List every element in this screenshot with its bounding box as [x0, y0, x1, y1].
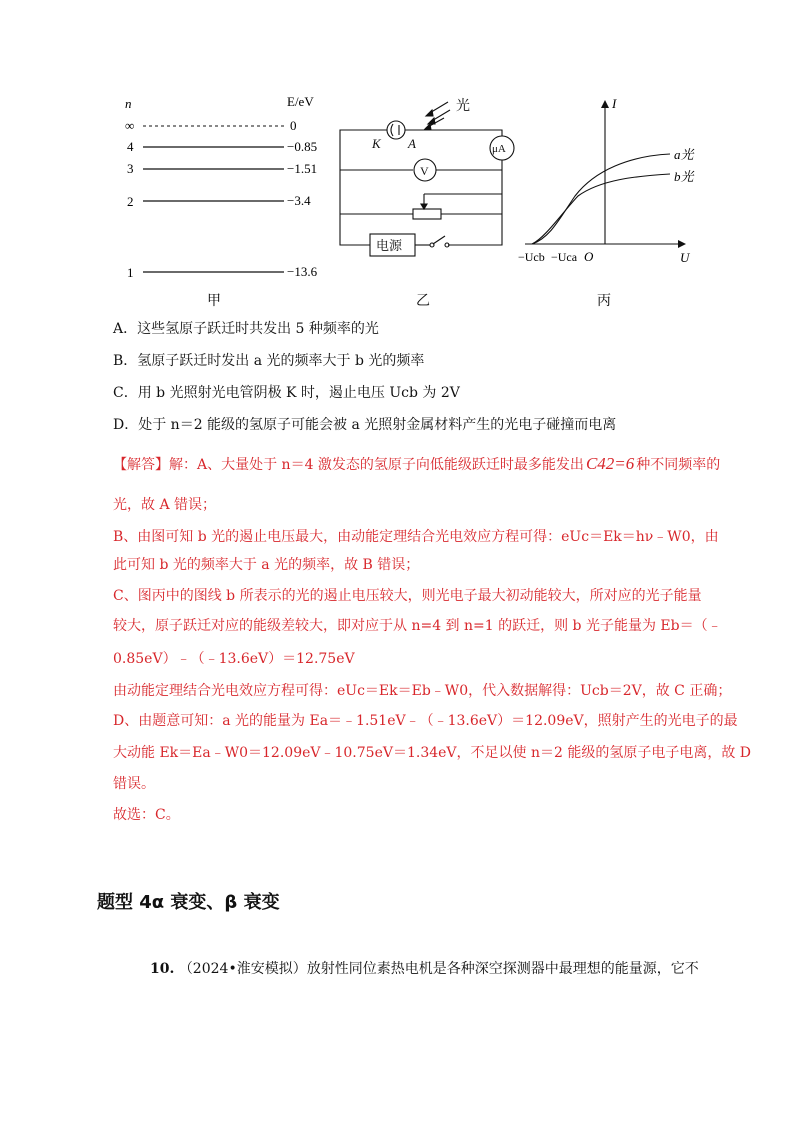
phototube	[387, 121, 405, 139]
answer-line-1	[113, 455, 720, 474]
section-heading: 题型 4α 衰变、β 衰变	[97, 892, 280, 913]
level-1-n: 1	[127, 265, 134, 280]
switch-lever	[433, 236, 445, 244]
n-axis-label: n	[125, 96, 132, 111]
answer-line-3: B、由图可知 b 光的遏止电压最大，由动能定理结合光电效应方程可得：eUc＝Ek＝hν﹣W0，由	[113, 529, 719, 545]
light-arrowhead-1	[426, 110, 433, 116]
origin-label: O	[584, 249, 594, 264]
option-c: C．用 b 光照射光电管阴极 K 时，遏止电压 Ucb 为 2V	[113, 385, 460, 401]
answer-line-5: C、图丙中的图线 b 所表示的光的遏止电压较大，则光电子最大初动能较大，所对应的光子能量	[113, 588, 702, 604]
i-axis-label: I	[612, 96, 617, 111]
wire-top	[405, 130, 502, 136]
option-a: A．这些氢原子跃迁时共发出 5 种频率的光	[113, 321, 379, 337]
question-10-number: 10.	[150, 961, 175, 977]
answer-line-6: 较大，原子跃迁对应的能级差较大，即对应于从 n=4 到 n=1 的跃迁，则 b 光子能量为 Eb＝（﹣	[113, 618, 722, 634]
voltmeter-label: V	[420, 164, 429, 178]
answer-line-1a: 解：A、大量处于 n＝4 激发态的氢原子向低能级跃迁时最多能发出	[169, 457, 584, 473]
figure-row	[100, 88, 720, 318]
level-inf-n: ∞	[125, 118, 135, 133]
option-d: D．处于 n＝2 能级的氢原子可能会被 a 光照射金属材料产生的光电子碰撞而电离	[113, 417, 617, 433]
ucb-label: −Ucb	[518, 250, 545, 264]
figure-svg	[100, 88, 720, 318]
phototube-cathode	[391, 124, 393, 136]
e-axis-label: E/eV	[287, 94, 314, 109]
photoelectric-circuit	[340, 97, 514, 309]
curve-a-label: a光	[674, 147, 694, 162]
answer-tag: 【解答】	[113, 457, 169, 473]
level-2-n: 2	[127, 194, 134, 209]
answer-line-11: 错误。	[113, 776, 155, 792]
caption-jia: 甲	[207, 294, 221, 309]
uca-label: −Uca	[551, 250, 578, 264]
level-1-e: −13.6	[287, 264, 318, 279]
light-label: 光	[456, 99, 470, 114]
rheostat	[413, 209, 441, 219]
option-b: B．氢原子跃迁时发出 a 光的频率大于 b 光的频率	[113, 353, 425, 369]
curve-b	[532, 174, 670, 244]
answer-line-10: 大动能 Ek＝Ea﹣W0＝12.09eV﹣10.75eV＝1.34eV，不足以使 n＝2 能级的氢原子电子电离，故 D	[113, 745, 752, 761]
caption-bing: 丙	[597, 294, 611, 309]
cathode-label: K	[372, 136, 381, 151]
iu-graph	[518, 96, 695, 309]
wire-right	[448, 160, 502, 245]
combination-formula: C42=6	[585, 454, 635, 473]
microammeter-label: μA	[492, 143, 506, 155]
answer-line-8: 由动能定理结合光电效应方程可得：eUc＝Ek＝Eb﹣W0，代入数据解得：Ucb＝2V，故 C 正确；	[113, 683, 732, 699]
answer-line-9: D、由题意可知：a 光的能量为 Ea＝﹣1.51eV﹣（﹣13.6eV）＝12.09eV，照射产生的光电子的最	[113, 713, 738, 729]
level-4-n: 4	[127, 139, 134, 154]
anode-label: A	[408, 136, 416, 151]
light-arrowhead-3	[424, 124, 431, 130]
u-axis-label: U	[680, 250, 690, 265]
curve-b-label: b光	[674, 169, 694, 184]
level-2-e: −3.4	[287, 193, 311, 208]
question-10	[150, 958, 699, 978]
answer-line-2: 光，故 A 错误；	[113, 497, 217, 513]
energy-level-diagram	[125, 94, 318, 309]
power-source-label: 电源	[376, 238, 403, 253]
light-arrowhead-2	[428, 118, 435, 124]
answer-line-1b: 种不同频率的	[636, 457, 721, 473]
caption-yi: 乙	[416, 294, 430, 309]
answer-line-4: 此可知 b 光的频率大于 a 光的频率，故 B 错误；	[113, 557, 420, 573]
level-3-e: −1.51	[287, 161, 318, 176]
level-3-n: 3	[127, 161, 134, 176]
u-axis-arrow	[678, 240, 686, 248]
level-4-e: −0.85	[287, 139, 318, 154]
answer-line-7: 0.85eV）﹣（﹣13.6eV）＝12.75eV	[113, 651, 355, 667]
level-inf-e: 0	[290, 118, 297, 133]
question-10-text: （2024•淮安模拟）放射性同位素热电机是各种深空探测器中最理想的能量源，它不	[178, 961, 699, 977]
curve-a	[532, 154, 670, 244]
i-axis-arrow	[601, 100, 609, 108]
answer-line-12: 故选：C。	[113, 807, 180, 823]
rheostat-slider-arrow	[421, 204, 427, 209]
